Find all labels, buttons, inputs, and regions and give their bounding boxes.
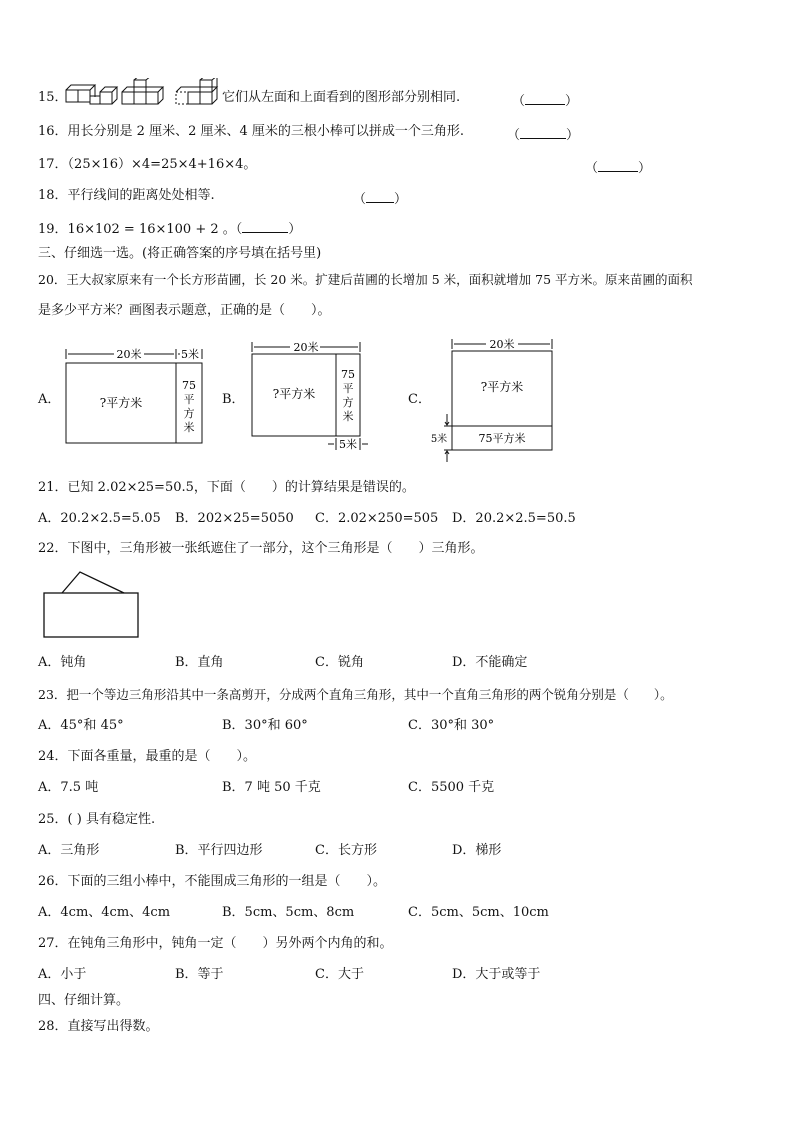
q24-option-a[interactable]: A．7.5 吨 <box>38 780 99 795</box>
q18-number: 18． <box>38 188 68 203</box>
q22-option-c[interactable]: C．锐角 <box>315 655 364 670</box>
q20c-area75: 75平方米 <box>478 432 526 445</box>
question-19: 19．16×102 = 16×100 + 2 。（ ） <box>38 222 302 237</box>
q15-answer-blank[interactable]: （ ） <box>512 94 579 109</box>
q25-stem: 25．( ) 具有稳定性. <box>38 812 156 827</box>
q20b-dim5: 5米 <box>339 438 357 451</box>
svg-text:75: 75 <box>341 368 355 381</box>
q27-option-c[interactable]: C．大于 <box>315 967 364 982</box>
question-16 <box>38 124 464 140</box>
q22-stem: 22．下图中，三角形被一张纸遮住了一部分，这个三角形是（ ）三角形。 <box>38 541 484 556</box>
q20-diagram-b <box>248 338 378 453</box>
svg-text:方: 方 <box>183 407 195 420</box>
q27-option-b[interactable]: B．等于 <box>175 967 224 982</box>
section-3-heading: 三、仔细选一选。(将正确答案的序号填在括号里) <box>38 246 322 261</box>
q25-option-c[interactable]: C．长方形 <box>315 843 377 858</box>
q26-stem: 26．下面的三组小棒中，不能围成三角形的一组是（ ）。 <box>38 874 387 889</box>
q19-answer-blank[interactable] <box>242 220 288 233</box>
q23-option-b[interactable]: B．30°和 60° <box>222 718 308 733</box>
q15-cube-figures <box>64 78 224 112</box>
q17-text: （25×16）×4=25×4+16×4。 <box>67 157 257 172</box>
q18-text: 平行线间的距离处处相等. <box>67 188 215 203</box>
q24-option-b[interactable]: B．7 吨 50 千克 <box>222 780 321 795</box>
q26-option-a[interactable]: A．4cm、4cm、4cm <box>38 905 171 920</box>
q22-option-b[interactable]: B．直角 <box>175 655 224 670</box>
q20a-area-q: ?平方米 <box>99 396 143 410</box>
q24-stem: 24．下面各重量，最重的是（ ）。 <box>38 749 257 764</box>
q21-option-d[interactable]: D．20.2×2.5=50.5 <box>452 511 576 526</box>
svg-text:75: 75 <box>182 379 196 392</box>
q20c-dim5: 5米 <box>430 434 448 445</box>
q20c-dim20: 20米 <box>489 338 515 351</box>
svg-text:米: 米 <box>183 421 195 434</box>
q16-text: 用长分别是 2 厘米、2 厘米、4 厘米的三根小棒可以拼成一个三角形. <box>67 124 465 139</box>
q20c-area-q: ?平方米 <box>480 380 524 394</box>
q24-option-c[interactable]: C．5500 千克 <box>408 780 495 795</box>
q20a-dim20: 20米 <box>116 348 142 361</box>
q16-answer-blank[interactable]: （ ） <box>507 128 580 143</box>
q27-stem: 27．在钝角三角形中，钝角一定（ ）另外两个内角的和。 <box>38 936 393 951</box>
q17-answer-blank[interactable]: （ ） <box>585 161 652 176</box>
svg-text:方: 方 <box>342 396 354 409</box>
q25-option-b[interactable]: B．平行四边形 <box>175 843 263 858</box>
q20b-dim20: 20米 <box>293 341 319 354</box>
q26-option-c[interactable]: C．5cm、5cm、10cm <box>408 905 549 920</box>
q20-diagram-c <box>430 336 560 466</box>
svg-text:平: 平 <box>342 382 354 395</box>
q27-option-d[interactable]: D．大于或等于 <box>452 967 541 982</box>
q18-answer-blank[interactable]: （ ） <box>353 192 408 207</box>
svg-text:平: 平 <box>183 393 195 406</box>
q20-option-c-label[interactable]: C． <box>408 392 431 407</box>
q25-option-d[interactable]: D．梯形 <box>452 843 502 858</box>
q20-stem-line1: 20．王大叔家原来有一个长方形苗圃，长 20 米。扩建后苗圃的长增加 5 米，面积就增加 75 平方米。原来苗圃的面积 <box>38 272 693 287</box>
q23-stem: 23．把一个等边三角形沿其中一条高剪开，分成两个直角三角形，其中一个直角三角形的两个锐角分别是（ ）。 <box>38 687 673 702</box>
q20b-area-q: ?平方米 <box>272 387 316 401</box>
q15-number: 15． <box>38 90 68 105</box>
q19-number: 19． <box>38 222 68 237</box>
q20a-dim5: 5米 <box>181 348 199 361</box>
q22-covered-triangle-figure <box>40 568 150 640</box>
q21-option-a[interactable]: A．20.2×2.5=5.05 <box>38 511 161 526</box>
q21-option-c[interactable]: C．2.02×250=505 <box>315 511 439 526</box>
q23-option-c[interactable]: C．30°和 30° <box>408 718 495 733</box>
q20-option-b-label[interactable]: B． <box>222 392 245 407</box>
svg-text:米: 米 <box>342 410 354 423</box>
section-4-heading: 四、仔细计算。 <box>38 993 130 1008</box>
q19-text: 16×102 = 16×100 + 2 。（ <box>67 222 243 237</box>
q28-stem: 28．直接写出得数。 <box>38 1019 159 1034</box>
q26-option-b[interactable]: B．5cm、5cm、8cm <box>222 905 355 920</box>
q27-option-a[interactable]: A．小于 <box>38 967 87 982</box>
q20-option-a-label[interactable]: A． <box>38 392 61 407</box>
q22-option-d[interactable]: D．不能确定 <box>452 655 528 670</box>
q16-number: 16． <box>38 124 68 139</box>
q20-diagram-a <box>62 345 212 445</box>
question-17 <box>38 157 256 173</box>
q21-stem: 21．已知 2.02×25=50.5，下面（ ）的计算结果是错误的。 <box>38 480 415 495</box>
q25-option-a[interactable]: A．三角形 <box>38 843 100 858</box>
q20-stem-line2: 是多少平方米？画图表示题意，正确的是（ ）。 <box>38 303 331 318</box>
q23-option-a[interactable]: A．45°和 45° <box>38 718 124 733</box>
q17-number: 17． <box>38 157 68 172</box>
q15-text: 它们从左面和上面看到的图形部分别相同. <box>222 90 461 105</box>
question-18 <box>38 188 215 204</box>
q21-option-b[interactable]: B．202×25=5050 <box>175 511 294 526</box>
q22-option-a[interactable]: A．钝角 <box>38 655 87 670</box>
